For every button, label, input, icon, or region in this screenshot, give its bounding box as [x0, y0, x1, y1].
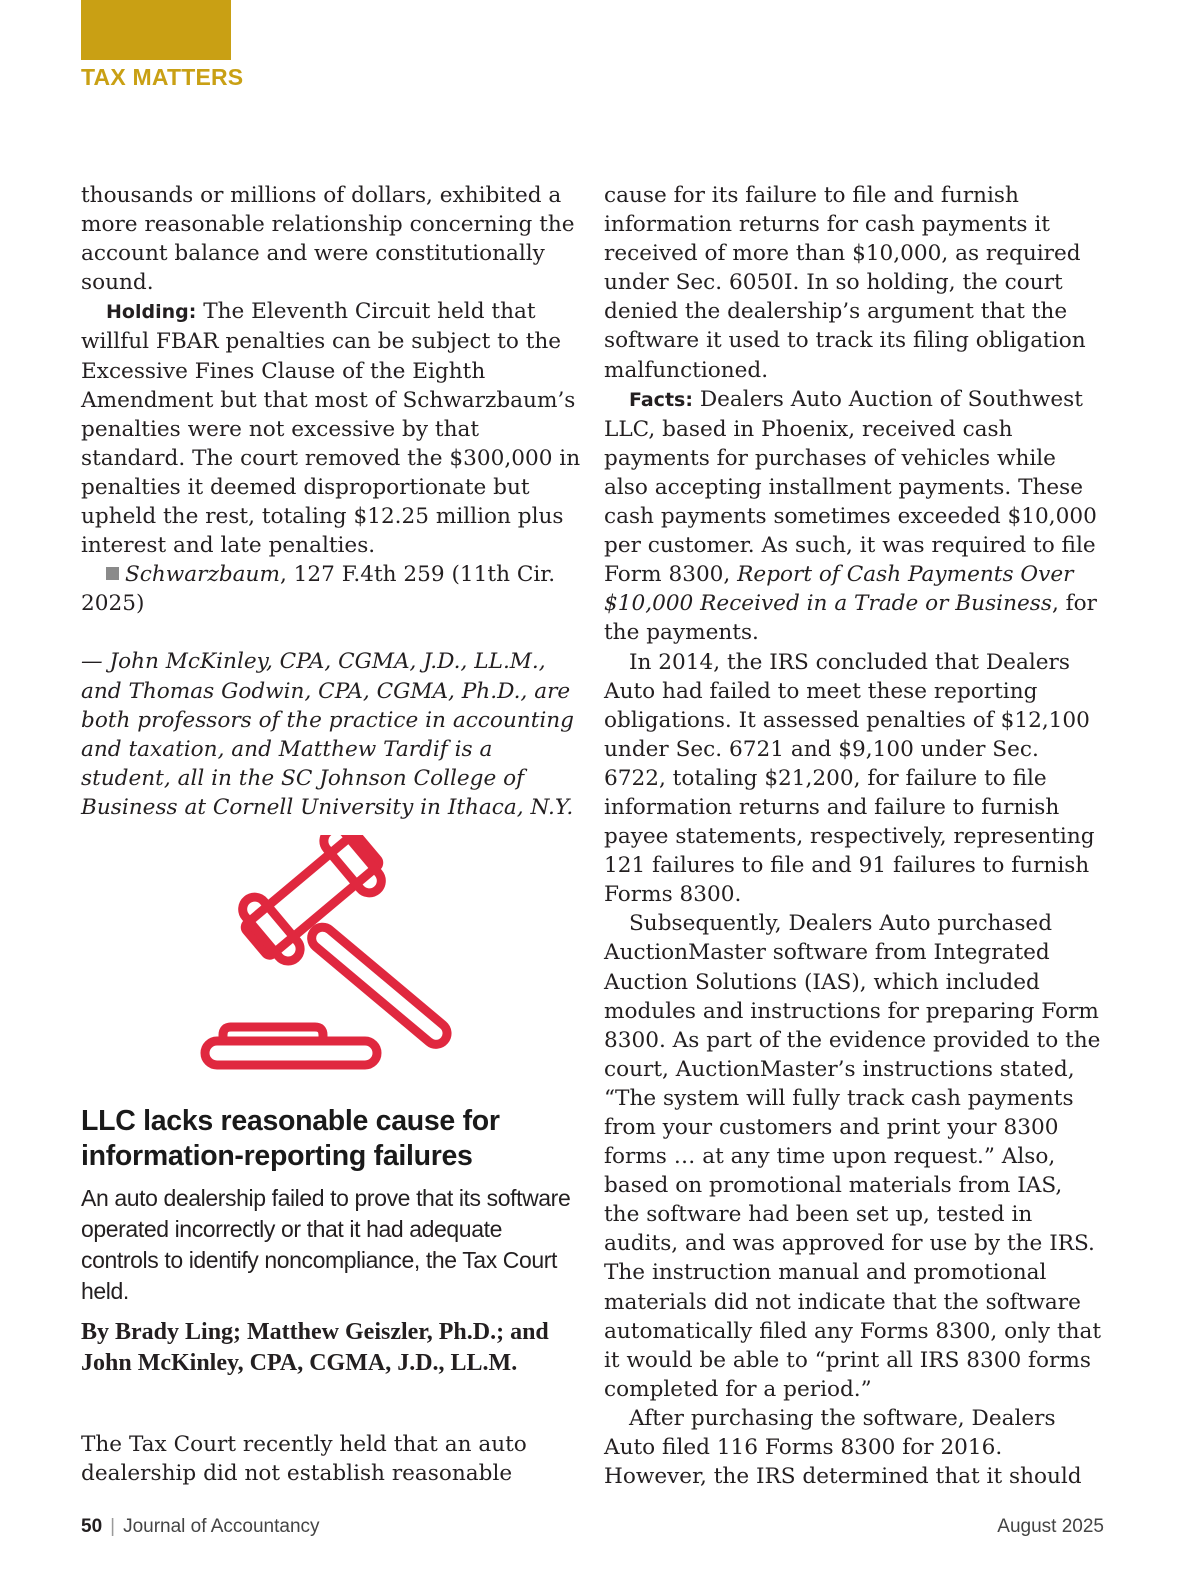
right-paragraph-1: cause for its failure to file and furnish information returns for cash payments it received of more than $10,000, as required under Sec. 6050I. In so holding, the court denied the dealership’s argument that the software it used to track its filing obligation malfunctioned. [604, 183, 1086, 383]
holding-paragraph [81, 297, 581, 560]
article-intro-wrapper [81, 1430, 581, 1488]
issue-date: August 2025 [997, 1516, 1104, 1537]
section-color-block [81, 0, 231, 60]
right-paragraph-4-text: Subsequently, Dealers Auto purchased AuctionMaster software from Integrated Auction Solutions (IAS), which included modules and instructions for preparing Form 8300. As part of the evidence provided to the court, AuctionMaster’s instructions stated, “The system will fully track cash payments from your customers and print your 8300 forms … at any time upon request.” Also, based on promotional materials from IAS, the software had been set up, tested in audits, and was approved for use by the IRS. The instruction manual and promotional materials did not indicate that the software automatically filed any Forms 8300, only that it would be able to “print all IRS 8300 forms completed for a period.” [604, 911, 1102, 1402]
right-paragraph-3-text: In 2014, the IRS concluded that Dealers Auto had failed to meet these reporting obligations. It assessed penalties of $12,100 under Sec. 6721 and $9,100 under Sec. 6722, totaling $21,200, for failure to file information returns and failure to furnish payee statements, respectively, representing 121 failures to file and 91 failures to furnish Forms 8300. [604, 649, 1095, 908]
page-footer [81, 1516, 1104, 1538]
article-byline: By Brady Ling; Matthew Geiszler, Ph.D.; and John McKinley, CPA, CGMA, J.D., LL.M. [81, 1319, 549, 1376]
article-dek: An auto dealership failed to prove that its software operated incorrectly or that it had adequate controls to identify noncompliance, the Tax Court held. [81, 1185, 571, 1304]
holding-label: Holding: [106, 301, 197, 324]
article-intro: The Tax Court recently held that an auto dealership did not establish reasonable [81, 1432, 527, 1487]
case-citation [81, 560, 581, 618]
footer-separator: | [110, 1516, 116, 1537]
gavel-handle [307, 923, 451, 1049]
citation-case-name: Schwarzbaum [125, 562, 280, 588]
sound-block-base [205, 1041, 377, 1065]
form-title: Report of Cash Payments Over $10,000 Received in a Trade or Business [604, 562, 1074, 617]
right-paragraph-5-text: After purchasing the software, Dealers Auto filed 116 Forms 8300 for 2016. However, the IRS determined that it should [604, 1405, 1082, 1490]
citation-reference: , 127 F.4th 259 (11th Cir. 2025) [81, 562, 556, 617]
gavel-icon [195, 835, 465, 1075]
right-paragraph-4 [604, 909, 1104, 1404]
facts-paragraph [604, 385, 1104, 648]
facts-text-a: Dealers Auto Auction of Southwest LLC, based in Phoenix, received cash payments for purchases of vehicles while also accepting installment payments. These cash payments sometimes exceeded $10,000 per customer. As such, it was required to file Form 8300, [604, 386, 1097, 588]
continued-paragraph: thousands or millions of dollars, exhibited a more reasonable relationship concerning the account balance and were constitutionally sound. [81, 183, 575, 296]
right-paragraph-3 [604, 648, 1104, 910]
facts-label: Facts: [629, 388, 693, 411]
section-label: TAX MATTERS [81, 64, 244, 90]
author-bio: — John McKinley, CPA, CGMA, J.D., LL.M., and Thomas Godwin, CPA, CGMA, Ph.D., are both professors of the practice in accounting and taxation, and Matthew Tardif is a student, all in the SC Johnson College of Business at Cornell University in Ithaca, N.Y. [81, 649, 575, 820]
holding-text: The Eleventh Circuit held that willful FBAR penalties can be subject to the Excessive Fines Clause of the Eighth Amendment but that most of Schwarzbaum’s penalties were not excessive by that standard. The court removed the $300,000 in penalties it deemed disproportionate but upheld the rest, totaling $12.25 million plus interest and late penalties. [81, 299, 581, 559]
page-number: 50 [81, 1516, 103, 1537]
left-column [81, 181, 581, 822]
right-column [604, 181, 1104, 1491]
article-headline: LLC lacks reasonable cause for information-reporting failures [81, 1105, 500, 1172]
journal-name: Journal of Accountancy [123, 1516, 320, 1537]
facts-text-b: , for the payments. [604, 591, 1097, 646]
right-paragraph-5 [604, 1404, 1104, 1491]
bullet-square-icon [106, 567, 119, 580]
